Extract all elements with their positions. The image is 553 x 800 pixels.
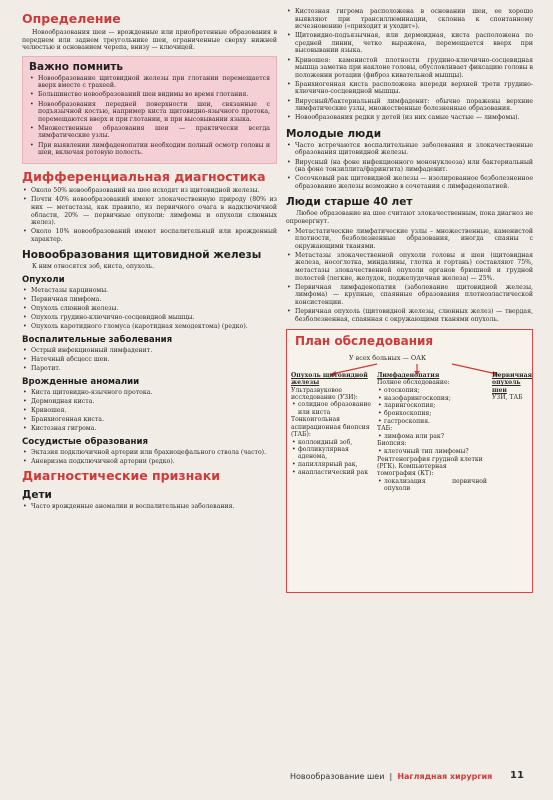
list-item: • гастроскопия. — [377, 418, 487, 425]
plan-col1-list2 — [291, 439, 371, 477]
list-item: • Бранхиогенная киста расположена впереди верхней трети грудино-ключично-сосцевидной мышцы. — [286, 81, 533, 96]
list-item: • анапластический рак — [291, 469, 371, 476]
thyroid-heading: Новообразования щитовидной железы — [22, 249, 262, 262]
list-item: • Сосочковый рак щитовидной железы — изолированное безболезненное образование железы возможно в сочетании с лимфаденопатией. — [286, 175, 533, 190]
list-item: • локализация первичной опухоли — [377, 478, 487, 492]
plan-col2-text4: Рентгенография грудной клетки (РГК). Компьютерная томография (КТ): — [377, 455, 483, 478]
tumors-list — [22, 287, 277, 331]
list-item: • Аневризма подключичной артерии (редко). — [22, 458, 277, 466]
list-item: • Киста щитовидно-язычного протока. — [22, 389, 277, 397]
left-column — [22, 8, 277, 512]
list-item: • Натечный абсцесс шеи. — [22, 356, 277, 364]
plan-column-lymph — [377, 372, 487, 492]
plan-col1-heading: Опухоль щитовидной железы — [291, 372, 368, 387]
plan-col2-list4 — [377, 478, 487, 492]
older-text: Любое образование на шее считают злокачественным, пока диагноз не опровергнут. — [286, 210, 533, 225]
thyroid-text: К ним относятся зоб, киста, опухоль. — [32, 263, 155, 271]
list-item: • бронхоскопия; — [377, 410, 487, 417]
list-item: • Острый инфекционный лимфаденит. — [22, 347, 277, 355]
plan-col2-list1 — [377, 387, 487, 425]
vascular-list — [22, 449, 277, 466]
list-item: • Большинство новообразований шеи видимы во время глотания. — [29, 91, 270, 99]
list-item: • лимфома или рак? — [377, 433, 487, 440]
running-footer: Новообразование шеи | Наглядная хирургия — [290, 772, 493, 781]
list-item: • солидное образование или киста — [291, 401, 371, 415]
list-item: • Около 10% новообразований имеют воспалительный или врожденный характер. — [22, 228, 277, 243]
list-item: • Вирусный/бактериальный лимфаденит: обычно поражены верхние лимфатические узлы, множественные болезненные образования. — [286, 98, 533, 113]
plan-col2-text2: ТАБ: — [377, 425, 393, 433]
list-item: • назофарингоскопия; — [377, 395, 487, 402]
list-item: • Метастазы злокачественной опухоли головы и шеи (щитовидная железа, носоглотка, миндалины, глотка и гортань) составляют 75%, метастазы злокачественной опухоли органов брюшной и грудной полостей (легкие, желудок, поджелудочная железа) — 25%. — [286, 252, 533, 282]
list-item: • Часто врожденные аномалии и воспалительные заболевания. — [22, 503, 277, 511]
plan-column-thyroid — [291, 372, 371, 476]
inflam-list — [22, 347, 277, 373]
list-item: • Опухоль каротидного гломуса (каротидная хемодектома) (редко). — [22, 323, 277, 331]
plan-column-primary — [492, 372, 533, 401]
congenital-heading: Врожденные аномалии — [22, 376, 140, 387]
plan-col2-list3 — [377, 448, 487, 455]
plan-all-patients: У всех больных — ОАК — [349, 354, 426, 363]
list-item: • Бранхиогенная киста. — [22, 416, 277, 424]
list-item: • Кривошея. — [22, 407, 277, 415]
older-list — [286, 228, 533, 324]
list-item: • Новообразование щитовидной железы при глотании перемещается вверх вместе с трахеей. — [29, 75, 270, 90]
list-item: • папиллярный рак, — [291, 461, 371, 468]
running-title: Новообразование шеи — [290, 772, 385, 781]
list-item: • Новообразования редки у детей (из них самые частые — лимфомы). — [286, 114, 533, 122]
remember-heading: Важно помнить — [29, 60, 124, 73]
remember-box — [22, 56, 277, 164]
list-item: • Опухоль грудино-ключично-сосцевидной мышцы. — [22, 314, 277, 322]
list-item: • При выявлении лимфаденопатии необходим полный осмотр головы и шеи, включая ротовую полость. — [29, 142, 270, 157]
diag-heading: Диагностические признаки — [22, 468, 220, 484]
list-item: • отоскопия; — [377, 387, 487, 394]
list-item: • Паротит. — [22, 365, 277, 373]
book-title: Наглядная хирургия — [397, 772, 493, 781]
list-item: • Около 50% новообразований на шее исходят из щитовидной железы. — [22, 187, 277, 195]
children-continued-list — [286, 8, 533, 122]
list-item: • Первичная лимфаденопатия (заболевание щитовидной железы, лимфома) — крупные, спаянные образования плотноэластической консистенции. — [286, 284, 533, 307]
list-item: • Множественные образования шеи — практически всегда лимфатические узлы. — [29, 125, 270, 140]
inflam-heading: Воспалительные заболевания — [22, 334, 173, 345]
right-column — [286, 8, 533, 593]
list-item: • Щитовидно-подъязычная, или дермоидная, киста расположена по средней линии, четко выражена, перемещается вверх при высовывании языка. — [286, 32, 533, 55]
list-item: • ларингоскопия; — [377, 402, 487, 409]
list-item: • Кистозная гигрома расположена в основании шеи, ее хорошо выявляют при трансиллюминации, склонна к спонтанному исчезновению («приходит и уходит»). — [286, 8, 533, 31]
tumors-heading: Опухоли — [22, 274, 65, 285]
list-item: • Первичная лимфома. — [22, 296, 277, 304]
plan-col3-heading: Первичная опухоль шеи — [492, 372, 533, 394]
list-item: • Кистозная гигрома. — [22, 425, 277, 433]
list-item: • Опухоль слюнной железы. — [22, 305, 277, 313]
list-item: • Метастазы карциномы. — [22, 287, 277, 295]
children-list — [22, 503, 277, 511]
children-heading: Дети — [22, 489, 52, 502]
definition-heading: Определение — [22, 11, 121, 26]
page-number: 11 — [510, 770, 524, 781]
list-item: • Метастатические лимфатические узлы – множественные, каменистой плотности, безболезненные образования, иногда спаяны с окружающими тканями. — [286, 228, 533, 251]
plan-col1-text1: Ультразвуковое исследование (УЗИ): — [291, 386, 358, 401]
diff-list — [22, 187, 277, 243]
list-item: • Часто встречаются воспалительные заболевания и злокачественные образования щитовидной железы. — [286, 142, 533, 157]
diff-heading: Дифференциальная диагностика — [22, 169, 266, 185]
plan-col3-text: УЗИ, ТАБ — [492, 393, 523, 401]
vascular-heading: Сосудистые образования — [22, 436, 149, 447]
plan-col2-list2 — [377, 433, 487, 440]
plan-heading: План обследования — [295, 334, 434, 349]
plan-col2-heading: Лимфаденопатия — [377, 372, 440, 380]
definition-text: Новообразования шеи — врожденные или приобретенные образования в переднем или заднем треугольнике шеи, ограниченные сверху нижней челюстью и основанием черепа, внизу — ключицей. — [22, 29, 277, 52]
plan-col1-list1 — [291, 401, 371, 415]
older-heading: Люди старше 40 лет — [286, 196, 413, 209]
list-item: • коллоидный зоб, — [291, 439, 371, 446]
young-heading: Молодые люди — [286, 127, 382, 140]
list-item: • Вирусный (на фоне инфекционного мононуклеоза) или бактериальный (на фоне тонзиллита/фарингита) лимфаденит. — [286, 159, 533, 174]
plan-col1-text2: Тонкоигольная аспирационная биопсия (ТАБ): — [291, 416, 370, 439]
examination-plan-box — [286, 329, 533, 593]
list-item: • Дермоидная киста. — [22, 398, 277, 406]
list-item: • Эктазия подключичной артерии или брахиоцефального ствола (часто). — [22, 449, 277, 457]
remember-list — [29, 75, 270, 157]
list-item: • Кривошея: каменистой плотности грудино-ключично-сосцевидная мышца заметна при наклоне головы, обусловливает фиксацию головы в положении ротации (фиброз кивательной мышцы). — [286, 57, 533, 80]
list-item: • фолликулярная аденома, — [291, 446, 371, 460]
plan-col2-text3: Биопсия: — [377, 440, 407, 448]
congenital-list — [22, 389, 277, 433]
list-item: • Почти 40% новообразований имеют злокачественную природу (80% из них — метастазы, как правило, из первичного очага в надключичной области, 20% — первичные опухоли: лимфомы и опухоли слюнных желез). — [22, 196, 277, 226]
list-item: • Первичная опухоль (щитовидной железы, слюнных желез) — твердая, безболезненная, спаянная с окружающими тканями опухоль. — [286, 308, 533, 323]
plan-col2-text1: Полное обследование: — [377, 379, 450, 387]
young-list — [286, 142, 533, 191]
list-item: • клеточный тип лимфомы? — [377, 448, 487, 455]
list-item: • Новообразования передней поверхности шеи, связанные с подъязычной костью, например киста щитовидно-язычного протока, перемещаются вверх и при глотании, и при высовывании языка. — [29, 101, 270, 124]
